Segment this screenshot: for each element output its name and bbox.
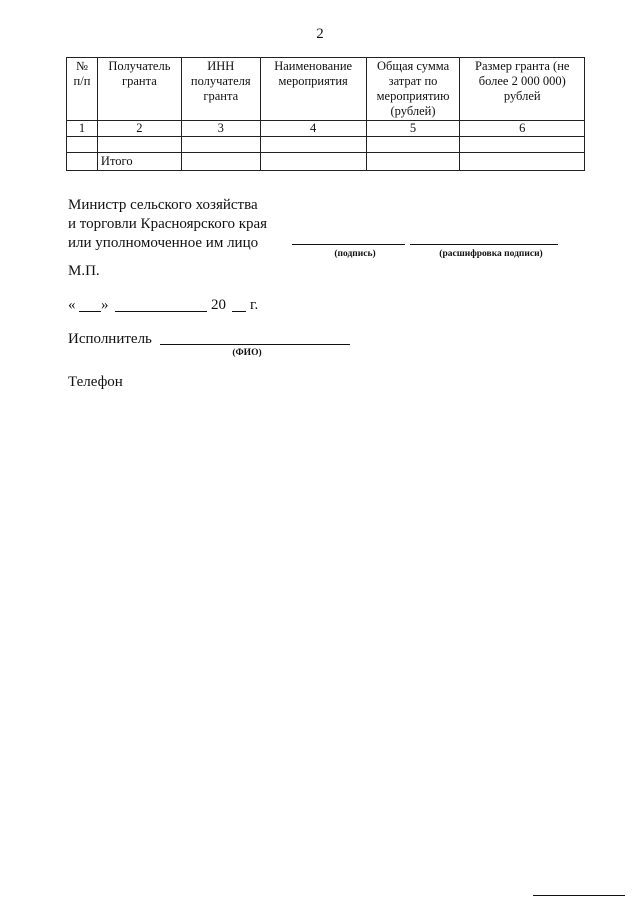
- date-month-field[interactable]: [115, 311, 207, 312]
- date-year-field[interactable]: [232, 311, 246, 312]
- column-number-5: 5: [366, 121, 460, 137]
- column-number-2: 2: [97, 121, 181, 137]
- table-cell[interactable]: [260, 137, 366, 153]
- table-cell[interactable]: [181, 137, 260, 153]
- executor-name-field[interactable]: [160, 344, 350, 345]
- date-year-suffix: г.: [250, 297, 259, 313]
- signatory-title: [68, 196, 267, 253]
- column-number-3: 3: [181, 121, 260, 137]
- executor-label: Исполнитель: [68, 331, 152, 347]
- header-cell-grant-size: Размер гранта (не более 2 000 000) рублей: [460, 58, 585, 121]
- table-row-empty: [67, 137, 585, 153]
- seal-mark: М.П.: [68, 263, 100, 279]
- column-number-1: 1: [67, 121, 98, 137]
- signatory-line-1: Министр сельского хозяйства: [68, 197, 258, 213]
- date-open-quote: «: [68, 297, 76, 313]
- signature-caption: (подпись): [334, 249, 376, 259]
- table-cell[interactable]: [366, 137, 460, 153]
- header-cell-inn: ИНН получателя гранта: [181, 58, 260, 121]
- header-cell-recipient: Получатель гранта: [97, 58, 181, 121]
- table-row-total: [67, 153, 585, 171]
- phone-label: Телефон: [68, 374, 123, 390]
- table-cell[interactable]: [460, 153, 585, 171]
- executor-caption: (ФИО): [232, 348, 262, 358]
- table-cell[interactable]: [181, 153, 260, 171]
- table-cell[interactable]: [67, 137, 98, 153]
- header-cell-number: № п/п: [67, 58, 98, 121]
- header-cell-event-name: Наименование мероприятия: [260, 58, 366, 121]
- grant-table: [66, 57, 585, 171]
- total-label: Итого: [97, 153, 181, 171]
- header-cell-total-costs: Общая сумма затрат по мероприятию (рублей): [366, 58, 460, 121]
- column-number-4: 4: [260, 121, 366, 137]
- signature-line[interactable]: [292, 244, 405, 245]
- table-cell[interactable]: [260, 153, 366, 171]
- table-cell[interactable]: [67, 153, 98, 171]
- table-row-column-numbers: [67, 121, 585, 137]
- signature-decoding-line[interactable]: [410, 244, 558, 245]
- date-year-prefix: 20: [211, 297, 226, 313]
- signatory-line-3: или уполномоченное им лицо: [68, 235, 259, 251]
- table-header-row: [67, 58, 585, 121]
- table-cell[interactable]: [460, 137, 585, 153]
- table-cell[interactable]: [366, 153, 460, 171]
- date-day-field[interactable]: [79, 311, 101, 312]
- signatory-line-2: и торговли Красноярского края: [68, 216, 268, 232]
- footer-rule: [533, 895, 625, 896]
- signature-decoding-caption: (расшифровка подписи): [439, 249, 543, 259]
- table-cell[interactable]: [97, 137, 181, 153]
- date-close-quote: »: [101, 297, 109, 313]
- column-number-6: 6: [460, 121, 585, 137]
- page-number: 2: [316, 26, 324, 42]
